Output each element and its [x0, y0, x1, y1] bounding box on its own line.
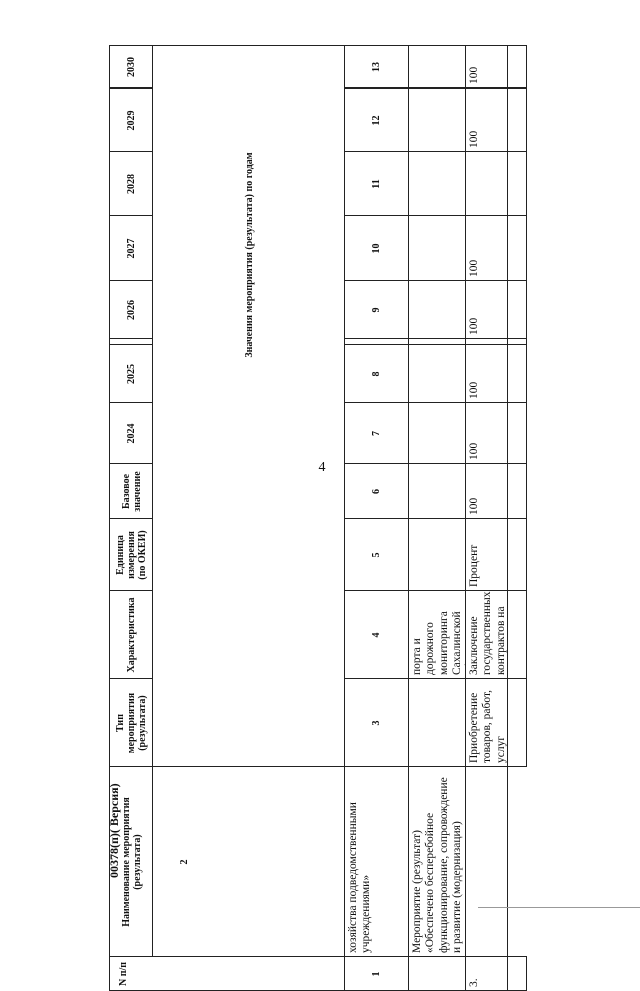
row1-value-2029	[409, 89, 466, 152]
row1-type	[409, 679, 466, 767]
row1-characteristic: порта и дорожного мониторинга Сахалинской	[409, 591, 466, 679]
row1-value-2028	[409, 152, 466, 216]
col-number-6: 6	[345, 464, 409, 519]
row2-value-2026: 100	[466, 281, 508, 339]
row1-base-value	[409, 464, 466, 519]
header-base-value: Базовое значение	[110, 464, 153, 519]
row2-value-2027: 100	[466, 216, 508, 281]
row2-value-2025: 100	[466, 345, 508, 403]
col-number-7: 7	[345, 403, 409, 464]
header-row-number: N п/п	[110, 957, 345, 991]
col-number-8: 8	[345, 345, 409, 403]
col-number-1: 1	[345, 957, 409, 991]
header-values-by-year: Значения мероприятия (результата) по годам	[153, 46, 345, 767]
header-unit: Единица измерения (по ОКЕИ)	[110, 519, 153, 591]
page-number: 4	[318, 460, 326, 475]
header-type: Тип мероприятия (результата)	[110, 679, 153, 767]
bottom-rule	[478, 907, 640, 908]
row2-number: 3.	[466, 957, 508, 991]
col-number-4: 4	[345, 591, 409, 679]
row2-value-2029: 100	[466, 89, 508, 152]
year-header-2028: 2028	[110, 152, 153, 216]
header-characteristic: Характеристика	[110, 591, 153, 679]
year-header-2029: 2029	[110, 89, 153, 152]
header-name: Наименование мероприятия (результата)	[110, 767, 153, 957]
col-number-3: 3	[345, 679, 409, 767]
year-header-2027: 2027	[110, 216, 153, 281]
col-number-5: 5	[345, 519, 409, 591]
col-number-13: 13	[345, 46, 409, 88]
row2-name: Мероприятие (результат) «Обеспечено бесперебойное функционирование, сопровождение и развитие (модернизация)	[409, 767, 466, 957]
row1-value-2025	[409, 345, 466, 403]
row1-unit	[409, 519, 466, 591]
row2-unit: Процент	[466, 519, 508, 591]
col-number-10: 10	[345, 216, 409, 281]
col-number-9: 9	[345, 281, 409, 339]
row1-value-2026	[409, 281, 466, 339]
year-header-2025: 2025	[110, 345, 153, 403]
col-number-12: 12	[345, 89, 409, 152]
row2-base-value: 100	[466, 464, 508, 519]
year-header-2030: 2030	[110, 46, 153, 88]
measures-table	[109, 45, 527, 991]
row2-characteristic: Заключение государственных контрактов на	[466, 591, 508, 679]
year-header-2026: 2026	[110, 281, 153, 339]
year-header-2024: 2024	[110, 403, 153, 464]
row1-value-2030	[409, 46, 466, 88]
row2-value-2028	[466, 152, 508, 216]
col-number-2: 2	[153, 767, 345, 957]
row1-value-2027	[409, 216, 466, 281]
row2-type: Приобретение товаров, работ, услуг	[466, 679, 508, 767]
row1-name: хозяйства подведомственными учреждениями»	[345, 767, 409, 957]
col-number-11: 11	[345, 152, 409, 216]
row2-value-2030: 100	[466, 46, 508, 88]
row1-number	[409, 957, 466, 991]
row2-value-2024: 100	[466, 403, 508, 464]
row1-value-2024	[409, 403, 466, 464]
